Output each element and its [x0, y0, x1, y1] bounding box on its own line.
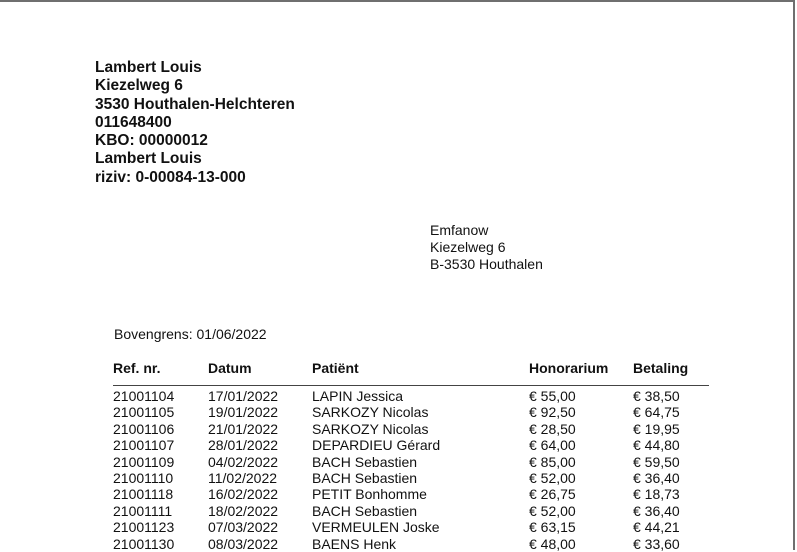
ref-cell: 21001111 [113, 503, 208, 519]
patient-cell: DEPARDIEU Gérard [312, 437, 529, 453]
table-row [113, 437, 709, 453]
fee-cell: € 55,00 [529, 386, 633, 405]
patient-cell: LAPIN Jessica [312, 386, 529, 405]
patient-cell: VERMEULEN Joske [312, 519, 529, 535]
payment-cell: € 18,73 [633, 486, 709, 502]
payment-cell: € 33,60 [633, 536, 709, 552]
payment-cell: € 36,40 [633, 470, 709, 486]
payment-cell: € 36,40 [633, 503, 709, 519]
payment-cell: € 44,21 [633, 519, 709, 535]
sender-city: 3530 Houthalen-Helchteren [95, 96, 295, 114]
fee-cell: € 64,00 [529, 437, 633, 453]
recipient-street: Kiezelweg 6 [430, 239, 543, 256]
recipient-city: B-3530 Houthalen [430, 256, 543, 273]
column-header-patient: Patiënt [312, 360, 529, 386]
column-header-date: Datum [208, 360, 312, 386]
date-cell: 16/02/2022 [208, 486, 312, 502]
fee-cell: € 63,15 [529, 519, 633, 535]
ref-cell: 21001118 [113, 486, 208, 502]
date-cell: 17/01/2022 [208, 386, 312, 405]
fee-cell: € 28,50 [529, 421, 633, 437]
date-cell: 11/02/2022 [208, 470, 312, 486]
patient-cell: SARKOZY Nicolas [312, 404, 529, 420]
invoice-table-body [113, 386, 709, 552]
sender-phone: 011648400 [95, 114, 295, 132]
fee-cell: € 26,75 [529, 486, 633, 502]
payment-cell: € 44,80 [633, 437, 709, 453]
date-cell: 07/03/2022 [208, 519, 312, 535]
ref-cell: 21001109 [113, 454, 208, 470]
sender-kbo: KBO: 00000012 [95, 132, 295, 150]
ref-cell: 21001107 [113, 437, 208, 453]
payment-cell: € 64,75 [633, 404, 709, 420]
payment-cell: € 59,50 [633, 454, 709, 470]
column-header-payment: Betaling [633, 360, 709, 386]
patient-cell: BACH Sebastien [312, 470, 529, 486]
table-row [113, 470, 709, 486]
fee-cell: € 48,00 [529, 536, 633, 552]
fee-cell: € 52,00 [529, 503, 633, 519]
sender-contact-name: Lambert Louis [95, 150, 295, 168]
sender-address-block [95, 59, 295, 187]
date-cell: 08/03/2022 [208, 536, 312, 552]
patient-cell: BAENS Henk [312, 536, 529, 552]
patient-cell: BACH Sebastien [312, 454, 529, 470]
fee-cell: € 52,00 [529, 470, 633, 486]
sender-street: Kiezelweg 6 [95, 77, 295, 95]
ref-cell: 21001105 [113, 404, 208, 420]
ref-cell: 21001104 [113, 386, 208, 405]
patient-cell: SARKOZY Nicolas [312, 421, 529, 437]
ref-cell: 21001130 [113, 536, 208, 552]
date-cell: 04/02/2022 [208, 454, 312, 470]
fee-cell: € 92,50 [529, 404, 633, 420]
table-row [113, 404, 709, 420]
fee-cell: € 85,00 [529, 454, 633, 470]
recipient-name: Emfanow [430, 222, 543, 239]
date-cell: 21/01/2022 [208, 421, 312, 437]
date-cell: 18/02/2022 [208, 503, 312, 519]
table-row [113, 454, 709, 470]
table-row [113, 421, 709, 437]
date-cell: 28/01/2022 [208, 437, 312, 453]
table-row [113, 386, 709, 405]
table-row [113, 486, 709, 502]
ref-cell: 21001110 [113, 470, 208, 486]
payment-cell: € 19,95 [633, 421, 709, 437]
table-row [113, 519, 709, 535]
upper-bound-date: Bovengrens: 01/06/2022 [114, 326, 267, 342]
recipient-address-block [430, 222, 543, 273]
column-header-ref: Ref. nr. [113, 360, 208, 386]
table-header-row [113, 360, 709, 386]
payment-cell: € 38,50 [633, 386, 709, 405]
sender-name: Lambert Louis [95, 59, 295, 77]
ref-cell: 21001106 [113, 421, 208, 437]
table-row [113, 503, 709, 519]
date-cell: 19/01/2022 [208, 404, 312, 420]
ref-cell: 21001123 [113, 519, 208, 535]
invoice-table [113, 360, 709, 552]
sender-riziv: riziv: 0-00084-13-000 [95, 169, 295, 187]
column-header-fee: Honorarium [529, 360, 633, 386]
patient-cell: BACH Sebastien [312, 503, 529, 519]
patient-cell: PETIT Bonhomme [312, 486, 529, 502]
